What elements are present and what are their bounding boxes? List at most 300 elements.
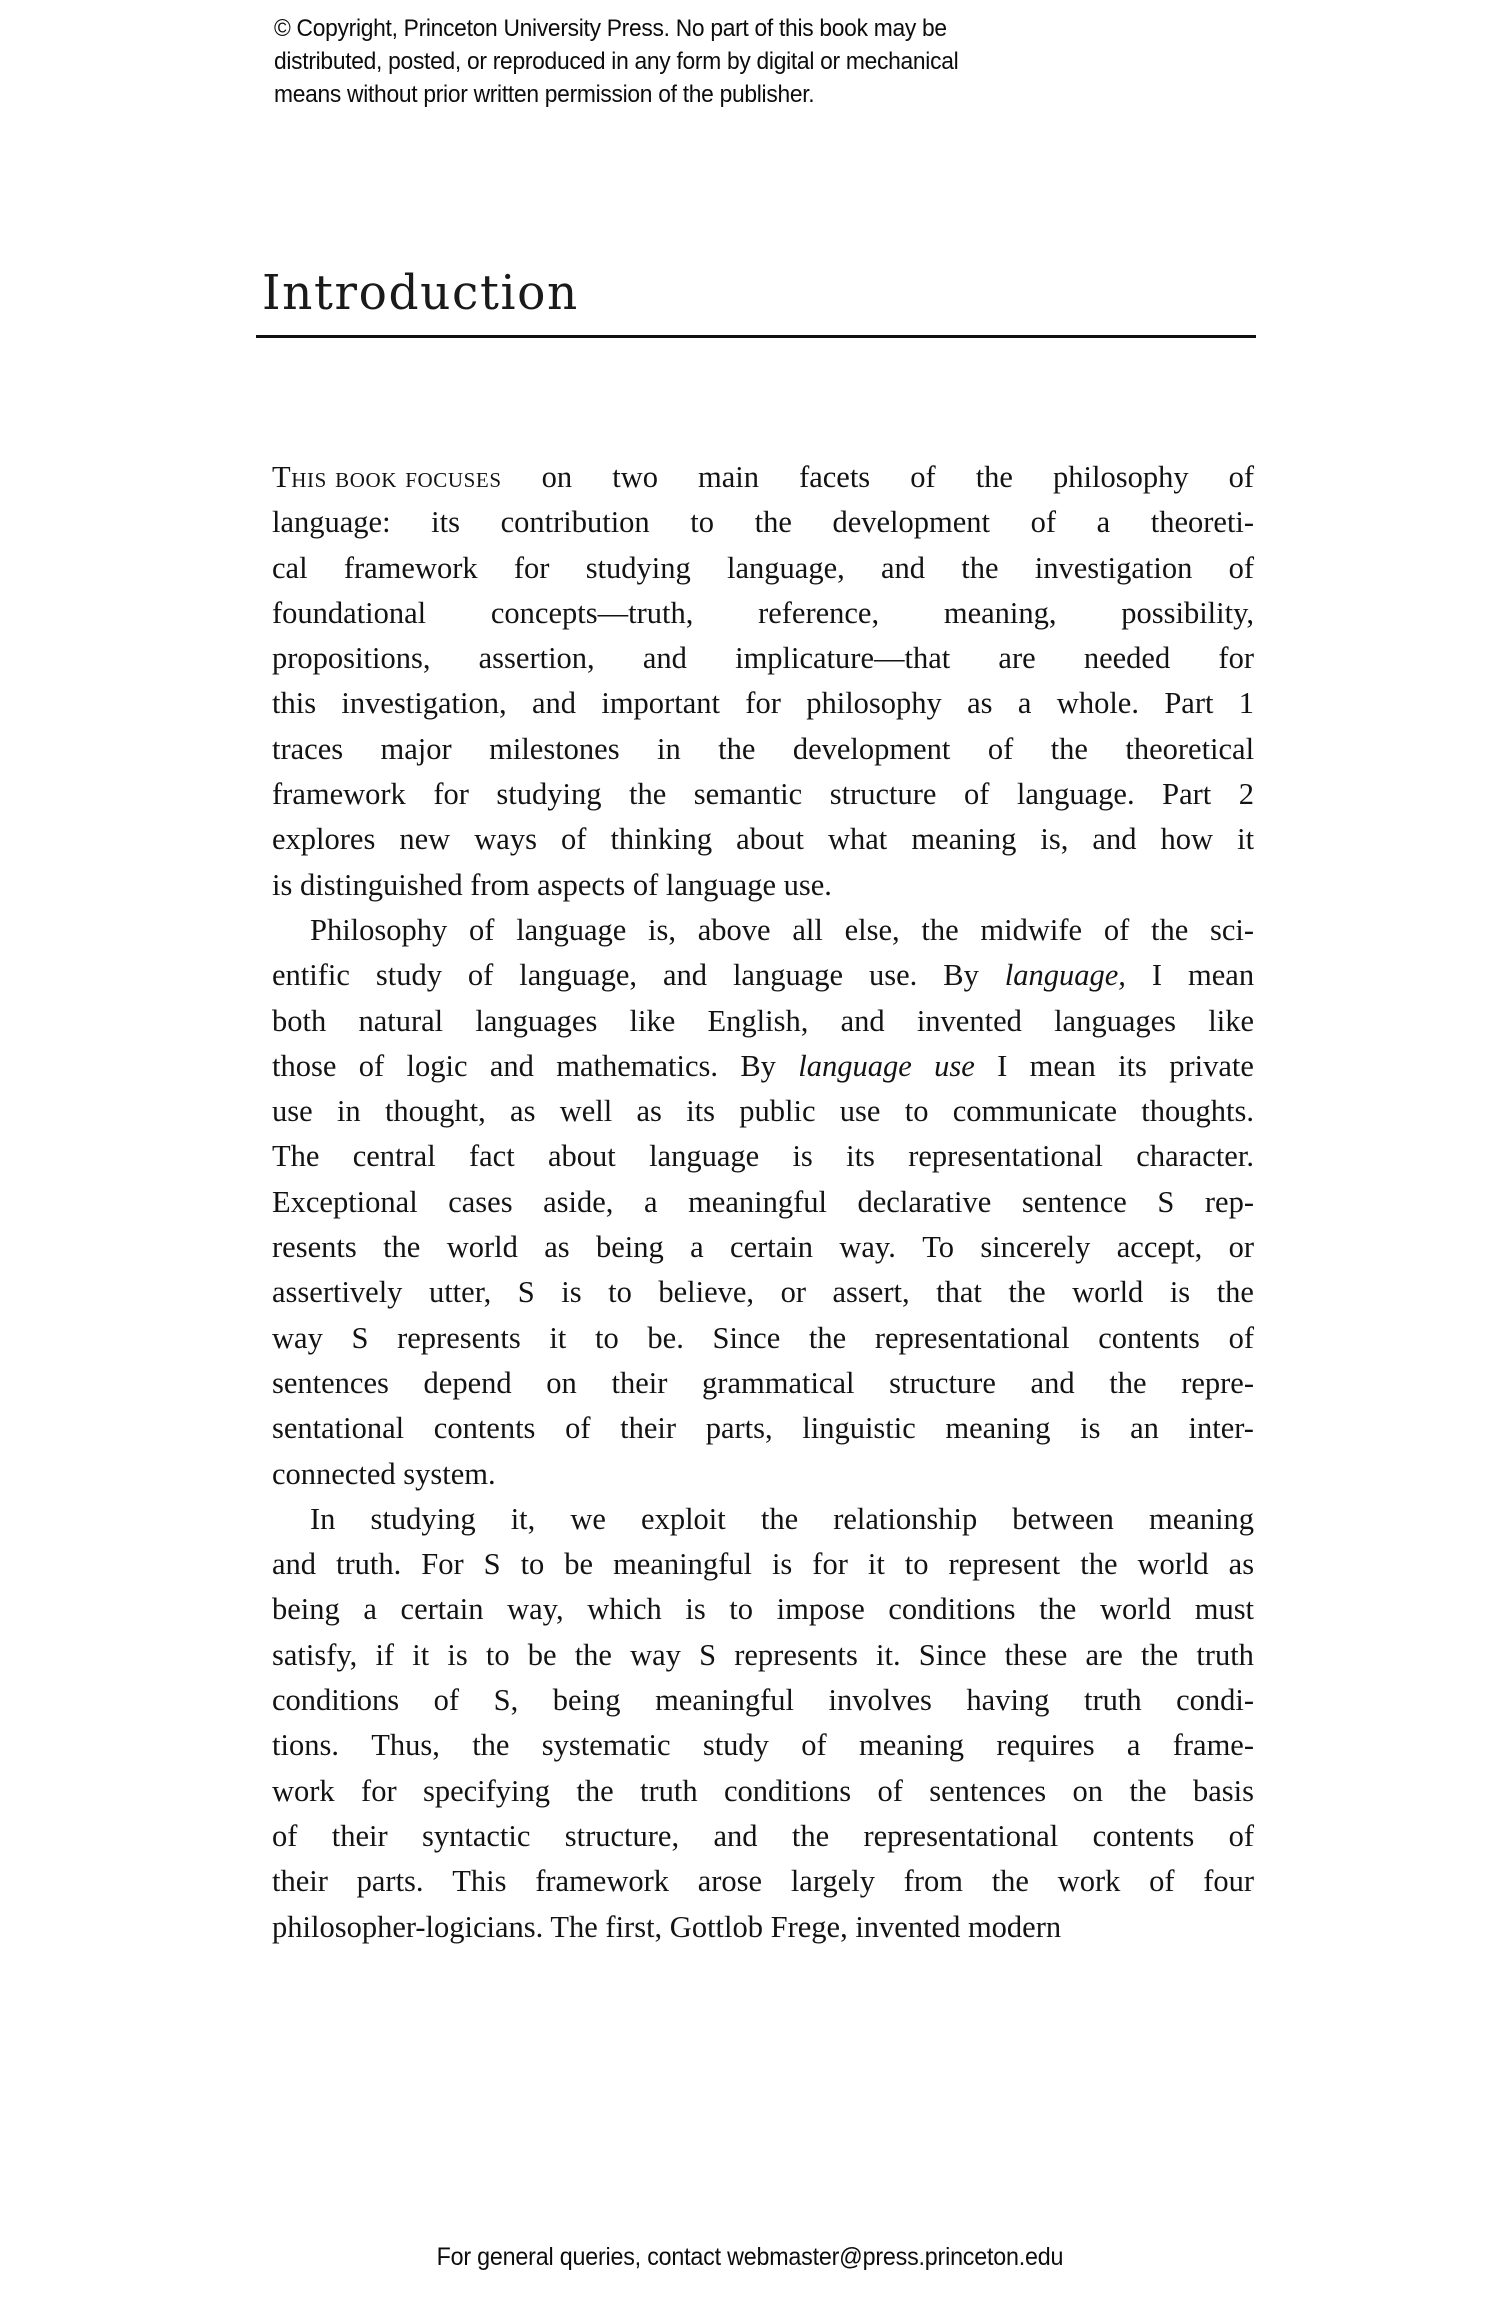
word-space bbox=[875, 1859, 904, 1904]
text-word: like bbox=[629, 1003, 676, 1038]
word-space bbox=[1029, 1859, 1058, 1904]
text-word: represents bbox=[397, 1320, 521, 1355]
word-space bbox=[827, 1723, 859, 1768]
word-space bbox=[896, 1225, 922, 1270]
text-word: mean bbox=[1188, 958, 1255, 993]
word-space bbox=[669, 1859, 698, 1904]
text-word: to bbox=[520, 1547, 545, 1582]
text-word: needed bbox=[1083, 641, 1171, 676]
text-word: be bbox=[527, 1637, 557, 1672]
text-word: or bbox=[1228, 1230, 1255, 1265]
text-word: semantic bbox=[693, 777, 803, 812]
word-space bbox=[595, 636, 643, 681]
word-space bbox=[1189, 455, 1229, 500]
text-word: sentences bbox=[272, 1365, 389, 1400]
text-word: structure bbox=[829, 777, 937, 812]
text-word: language bbox=[649, 1139, 760, 1174]
text-word: its bbox=[846, 1139, 875, 1174]
word-space bbox=[564, 1587, 588, 1632]
word-space bbox=[928, 1089, 952, 1134]
word-space bbox=[326, 999, 358, 1044]
text-word: concepts—truth, bbox=[490, 595, 694, 630]
word-space bbox=[666, 772, 694, 817]
text-word: the bbox=[791, 1818, 830, 1853]
word-space bbox=[910, 1270, 937, 1315]
text-line bbox=[272, 1270, 1254, 1315]
text-word: language, bbox=[727, 550, 845, 585]
text-word: contents bbox=[1098, 1320, 1200, 1355]
text-word: on bbox=[546, 1365, 577, 1400]
word-space bbox=[388, 1814, 422, 1859]
word-space bbox=[1058, 1814, 1092, 1859]
text-word: like bbox=[1208, 1003, 1255, 1038]
text-word: sincerely bbox=[980, 1230, 1091, 1265]
text-word: for bbox=[1218, 641, 1254, 676]
word-space bbox=[1176, 999, 1208, 1044]
word-space bbox=[1167, 1769, 1193, 1814]
word-space bbox=[977, 1497, 1012, 1542]
word-space bbox=[350, 953, 376, 998]
text-line bbox=[272, 455, 1254, 500]
word-space bbox=[658, 1180, 689, 1225]
word-space bbox=[781, 681, 806, 726]
word-space bbox=[664, 1225, 690, 1270]
word-space bbox=[706, 1587, 730, 1632]
text-word: the bbox=[1008, 1275, 1046, 1310]
word-space bbox=[339, 1723, 371, 1768]
word-space bbox=[1013, 727, 1050, 772]
text-word: to bbox=[904, 1547, 929, 1582]
word-space bbox=[879, 591, 944, 636]
word-space bbox=[436, 1134, 469, 1179]
word-space bbox=[752, 1542, 772, 1587]
word-space bbox=[929, 1542, 949, 1587]
text-line: philosopher-logicians. The first, Gottlob Frege, invented modern bbox=[272, 1909, 1062, 1944]
text-word: language: bbox=[272, 505, 391, 540]
text-word: certain bbox=[400, 1592, 484, 1627]
word-space bbox=[440, 1723, 472, 1768]
text-word: development bbox=[832, 505, 990, 540]
word-space bbox=[336, 1044, 358, 1089]
text-word: S bbox=[1157, 1184, 1175, 1219]
text-word: the bbox=[629, 777, 667, 812]
word-space bbox=[486, 1089, 510, 1134]
text-word: meaning bbox=[1149, 1501, 1255, 1536]
word-space bbox=[936, 455, 976, 500]
text-line bbox=[272, 772, 1254, 817]
text-word: truth bbox=[1196, 1637, 1254, 1672]
text-word: logic bbox=[406, 1048, 468, 1083]
word-space bbox=[1117, 1089, 1141, 1134]
text-word: of bbox=[1103, 912, 1130, 947]
text-word: reference, bbox=[758, 595, 880, 630]
word-space bbox=[1050, 1406, 1080, 1451]
text-word: propositions, bbox=[272, 641, 431, 676]
word-space bbox=[658, 455, 698, 500]
text-word: theoreti- bbox=[1150, 505, 1255, 540]
text-word: is bbox=[1169, 1275, 1191, 1310]
word-space bbox=[1123, 1633, 1141, 1678]
text-word: their bbox=[620, 1411, 677, 1446]
text-line bbox=[272, 908, 1254, 953]
word-space bbox=[1159, 1406, 1189, 1451]
text-word: resents bbox=[272, 1230, 357, 1265]
text-word: world bbox=[1137, 1547, 1209, 1582]
text-word: of bbox=[272, 1818, 298, 1853]
word-space bbox=[707, 953, 733, 998]
text-word: a bbox=[1096, 505, 1111, 540]
text-word: their bbox=[272, 1864, 328, 1899]
text-word: Philosophy bbox=[310, 912, 448, 947]
text-word: natural bbox=[358, 1003, 444, 1038]
text-word: explores bbox=[272, 822, 376, 857]
page-footer bbox=[0, 2243, 1500, 2272]
word-space bbox=[502, 455, 542, 500]
word-space bbox=[340, 1587, 364, 1632]
word-space bbox=[384, 1044, 406, 1089]
text-word: or bbox=[780, 1275, 806, 1310]
text-word: grammatical bbox=[702, 1365, 855, 1400]
word-space bbox=[827, 1180, 858, 1225]
text-word: main bbox=[698, 460, 760, 494]
text-word: of bbox=[1030, 505, 1057, 540]
word-space bbox=[1192, 546, 1228, 591]
text-word: be. bbox=[647, 1320, 684, 1355]
word-space bbox=[684, 1316, 713, 1361]
word-space bbox=[993, 681, 1018, 726]
copyright-notice bbox=[274, 12, 1167, 111]
word-space bbox=[577, 1361, 612, 1406]
word-space bbox=[954, 1225, 980, 1270]
text-word: to bbox=[904, 1094, 929, 1129]
word-space bbox=[808, 999, 840, 1044]
text-word: of bbox=[801, 1728, 827, 1763]
word-space bbox=[964, 1723, 996, 1768]
text-word: being bbox=[596, 1230, 664, 1265]
text-line bbox=[272, 1089, 1254, 1134]
text-word: impose bbox=[776, 1592, 865, 1627]
text-word: truth bbox=[640, 1773, 698, 1808]
text-word: entific bbox=[272, 958, 350, 993]
word-space bbox=[798, 1497, 833, 1542]
text-word: and bbox=[272, 1547, 317, 1582]
text-word: those bbox=[272, 1048, 337, 1083]
word-space bbox=[626, 908, 648, 953]
word-space bbox=[759, 455, 799, 500]
word-space bbox=[771, 908, 793, 953]
text-word: the bbox=[1039, 1592, 1077, 1627]
word-space bbox=[829, 1814, 863, 1859]
text-word: mathematics. bbox=[556, 1048, 718, 1083]
word-space bbox=[991, 1180, 1022, 1225]
word-space bbox=[1139, 681, 1164, 726]
word-space bbox=[1140, 1723, 1172, 1768]
text-word: way. bbox=[839, 1230, 896, 1265]
word-space bbox=[535, 1497, 570, 1542]
word-space bbox=[557, 1633, 575, 1678]
text-word: depend bbox=[423, 1365, 512, 1400]
text-word: of bbox=[565, 1411, 591, 1446]
word-space bbox=[932, 1678, 967, 1723]
word-space bbox=[1096, 1044, 1118, 1089]
text-word: the bbox=[1050, 731, 1088, 766]
word-space bbox=[612, 1089, 636, 1134]
word-space bbox=[550, 1769, 576, 1814]
text-word: studying bbox=[370, 1501, 476, 1536]
text-word: assert, bbox=[832, 1275, 910, 1310]
text-word: condi- bbox=[1176, 1683, 1255, 1718]
word-space bbox=[936, 772, 964, 817]
text-word: being bbox=[552, 1683, 621, 1718]
text-word: fact bbox=[468, 1139, 515, 1174]
text-word: representational bbox=[874, 1320, 1070, 1355]
word-space bbox=[476, 1497, 511, 1542]
text-word: way bbox=[630, 1637, 681, 1672]
word-space bbox=[870, 455, 910, 500]
text-word: study bbox=[702, 1728, 769, 1763]
text-word: investigation, bbox=[341, 686, 507, 721]
text-word: meaning bbox=[911, 822, 1017, 857]
text-line bbox=[272, 1406, 1254, 1451]
word-space bbox=[1211, 772, 1239, 817]
text-word: I bbox=[1151, 958, 1163, 993]
word-space bbox=[691, 546, 727, 591]
text-word: aside, bbox=[543, 1184, 614, 1219]
text-word: from bbox=[903, 1864, 963, 1899]
text-word: S bbox=[351, 1320, 369, 1355]
text-word: the bbox=[754, 505, 792, 540]
word-space bbox=[515, 1134, 548, 1179]
word-space bbox=[753, 1587, 777, 1632]
word-space bbox=[982, 1270, 1009, 1315]
text-word: the bbox=[574, 1637, 612, 1672]
text-word: to bbox=[485, 1637, 510, 1672]
word-space bbox=[1171, 1587, 1195, 1632]
text-word: on bbox=[541, 460, 573, 494]
text-word: sentational bbox=[272, 1411, 405, 1446]
word-space bbox=[1174, 1180, 1205, 1225]
word-space bbox=[715, 1089, 739, 1134]
copyright-line-3: means without prior written permission of the publisher. bbox=[274, 81, 815, 108]
word-space bbox=[468, 1633, 486, 1678]
word-space bbox=[593, 1542, 613, 1587]
text-word: a bbox=[690, 1230, 704, 1265]
word-space bbox=[813, 1134, 846, 1179]
text-word: framework bbox=[535, 1864, 670, 1899]
text-word: of bbox=[1149, 1864, 1175, 1899]
text-word: above bbox=[697, 912, 771, 947]
word-space bbox=[843, 953, 869, 998]
text-word: language. bbox=[1016, 777, 1135, 812]
text-word: a bbox=[1126, 1728, 1141, 1763]
word-space bbox=[1075, 1361, 1110, 1406]
text-word: study bbox=[375, 958, 442, 993]
text-word: for bbox=[433, 777, 469, 812]
word-space bbox=[597, 999, 629, 1044]
word-space bbox=[671, 1723, 703, 1768]
word-space bbox=[368, 1316, 397, 1361]
word-space bbox=[1120, 1859, 1149, 1904]
text-word: English, bbox=[707, 1003, 809, 1038]
word-space bbox=[917, 953, 943, 998]
word-space bbox=[1060, 1542, 1080, 1587]
text-word: well bbox=[559, 1094, 613, 1129]
word-space bbox=[773, 1406, 803, 1451]
paragraph-3 bbox=[272, 1497, 1254, 1950]
text-word: declarative bbox=[857, 1184, 992, 1219]
text-word: is bbox=[771, 1547, 793, 1582]
word-space bbox=[328, 1859, 357, 1904]
word-space bbox=[297, 1814, 331, 1859]
text-word: work bbox=[1057, 1864, 1121, 1899]
text-word: repre- bbox=[1181, 1365, 1254, 1400]
text-word: world bbox=[446, 1230, 518, 1265]
word-space bbox=[397, 1769, 423, 1814]
text-word: for bbox=[513, 550, 550, 585]
paragraph-2 bbox=[272, 908, 1254, 1497]
word-space bbox=[447, 908, 469, 953]
text-word: the bbox=[718, 731, 756, 766]
text-word: of bbox=[910, 460, 936, 494]
text-word: 1 bbox=[1238, 686, 1255, 721]
text-word: Part bbox=[1164, 686, 1214, 721]
text-line bbox=[272, 1859, 1254, 1904]
text-word: the bbox=[383, 1230, 421, 1265]
text-word: framework bbox=[343, 550, 478, 585]
text-line bbox=[272, 727, 1254, 772]
paragraph-indent bbox=[272, 908, 310, 953]
text-line bbox=[272, 1587, 1254, 1632]
text-word: linguistic bbox=[802, 1411, 916, 1446]
word-space bbox=[687, 636, 735, 681]
word-space bbox=[996, 1361, 1031, 1406]
text-word: its bbox=[686, 1094, 716, 1129]
text-word: ways bbox=[474, 822, 537, 857]
text-word: to bbox=[608, 1275, 632, 1310]
word-space bbox=[1070, 1316, 1099, 1361]
text-word: Thus, bbox=[371, 1728, 440, 1763]
word-space bbox=[887, 817, 911, 862]
text-word: midwife bbox=[980, 912, 1083, 947]
text-word: arose bbox=[697, 1864, 763, 1899]
word-space bbox=[792, 1542, 812, 1587]
text-word: new bbox=[399, 822, 451, 857]
text-word: believe, bbox=[658, 1275, 755, 1310]
text-word: for bbox=[361, 1773, 397, 1808]
word-space bbox=[521, 1316, 550, 1361]
text-word: else, bbox=[844, 912, 900, 947]
word-space bbox=[813, 1225, 839, 1270]
text-word: in bbox=[657, 731, 681, 766]
text-word: as bbox=[636, 1094, 662, 1129]
word-space bbox=[916, 1406, 946, 1451]
text-word: and bbox=[1030, 1365, 1075, 1400]
word-space bbox=[802, 772, 830, 817]
word-space bbox=[637, 953, 663, 998]
text-word: development bbox=[792, 731, 951, 766]
text-word: way bbox=[272, 1320, 323, 1355]
word-space bbox=[676, 908, 698, 953]
chapter-title: Introduction bbox=[262, 265, 579, 322]
text-word: parts. bbox=[356, 1864, 424, 1899]
word-space bbox=[469, 772, 497, 817]
text-word: must bbox=[1194, 1592, 1255, 1627]
word-space bbox=[493, 953, 519, 998]
text-word: the bbox=[975, 460, 1013, 494]
text-word: language bbox=[798, 1048, 912, 1083]
text-word: character. bbox=[1136, 1139, 1254, 1174]
text-word: Since bbox=[918, 1637, 987, 1672]
word-space bbox=[662, 1587, 686, 1632]
word-space bbox=[1178, 1633, 1196, 1678]
text-word: of bbox=[987, 731, 1014, 766]
text-word: utter, bbox=[428, 1275, 492, 1310]
text-word: in bbox=[336, 1094, 361, 1129]
text-word: world bbox=[1099, 1592, 1172, 1627]
text-word: theoretical bbox=[1125, 731, 1255, 766]
word-space bbox=[1088, 727, 1125, 772]
text-line bbox=[272, 591, 1254, 636]
word-space bbox=[1200, 1316, 1229, 1361]
word-space bbox=[1147, 1361, 1182, 1406]
text-word: specifying bbox=[422, 1773, 551, 1808]
text-word: is, bbox=[1040, 822, 1069, 857]
text-word: if bbox=[375, 1637, 395, 1672]
word-space bbox=[389, 1361, 424, 1406]
word-space bbox=[776, 1044, 798, 1089]
text-word: conditions bbox=[272, 1683, 400, 1718]
word-space bbox=[1135, 772, 1163, 817]
word-space bbox=[858, 1633, 876, 1678]
text-word: implicature—that bbox=[735, 641, 951, 676]
text-word: meaning bbox=[945, 1411, 1051, 1446]
text-word: meaningful bbox=[655, 1683, 794, 1718]
word-space bbox=[1190, 1270, 1217, 1315]
word-space bbox=[755, 727, 792, 772]
word-space bbox=[1090, 1225, 1116, 1270]
text-word: be bbox=[564, 1547, 594, 1582]
word-space bbox=[361, 1089, 385, 1134]
text-word: philosophy bbox=[1053, 460, 1189, 494]
text-word: This bbox=[452, 1864, 507, 1899]
word-space bbox=[854, 1361, 889, 1406]
word-space bbox=[726, 1497, 761, 1542]
word-space bbox=[535, 1406, 565, 1451]
word-space bbox=[704, 1225, 730, 1270]
word-space bbox=[754, 1270, 781, 1315]
word-space bbox=[885, 1542, 905, 1587]
word-space bbox=[450, 817, 474, 862]
word-space bbox=[979, 953, 1005, 998]
text-word: thought, bbox=[384, 1094, 486, 1129]
text-word: are bbox=[998, 641, 1036, 676]
text-word: contents bbox=[433, 1411, 536, 1446]
word-space bbox=[404, 1406, 434, 1451]
word-space bbox=[1057, 591, 1122, 636]
footer-text: For general queries, contact webmaster@press.princeton.edu bbox=[436, 2243, 1064, 2271]
word-space bbox=[999, 546, 1035, 591]
word-space bbox=[566, 1316, 595, 1361]
text-word: In bbox=[310, 1501, 336, 1536]
text-word: language, bbox=[1004, 958, 1126, 993]
text-word: representational bbox=[908, 1139, 1103, 1174]
text-word: about bbox=[548, 1139, 616, 1174]
text-word: assertion, bbox=[478, 641, 595, 676]
word-space bbox=[780, 1316, 809, 1361]
word-space bbox=[391, 500, 432, 545]
text-word: exploit bbox=[641, 1501, 726, 1536]
word-space bbox=[582, 1270, 609, 1315]
